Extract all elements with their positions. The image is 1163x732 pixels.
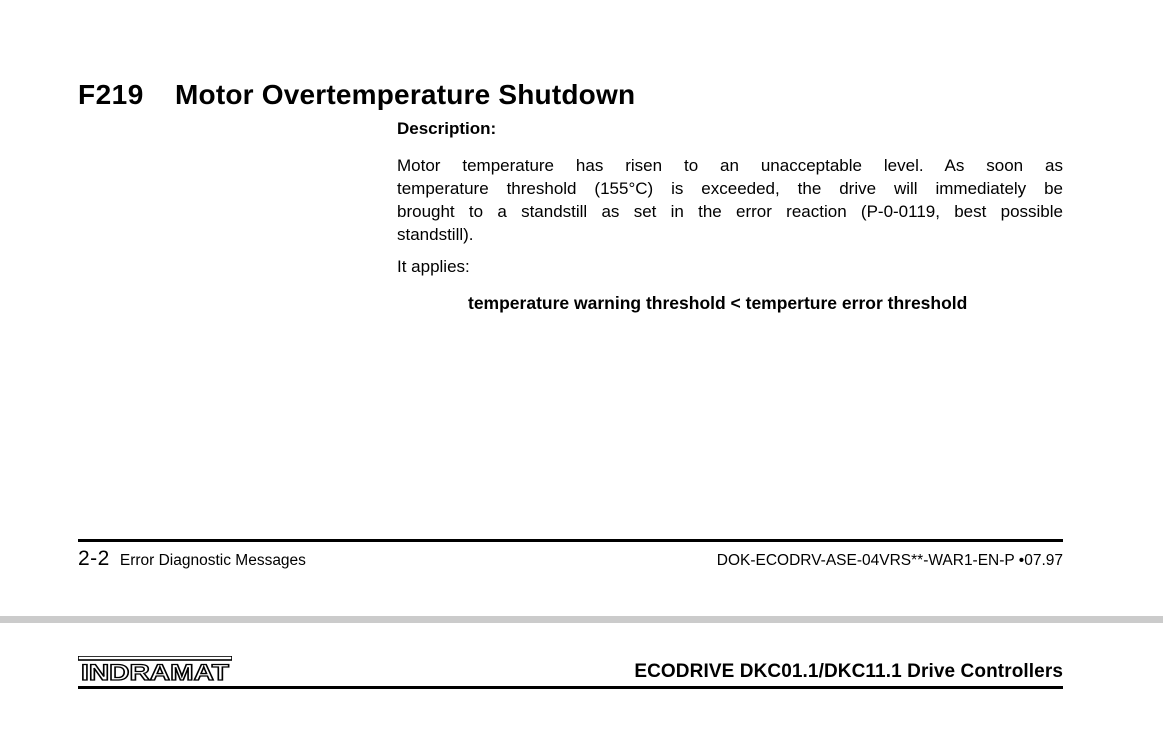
footer-divider-rule [78, 539, 1063, 542]
section-name: Error Diagnostic Messages [119, 552, 306, 569]
indramat-logo-icon [78, 656, 232, 686]
description-label: Description: [397, 119, 497, 138]
description-paragraph [397, 154, 1063, 246]
paragraph-line: Motor temperature has risen to an unacceptable level. As soon as [397, 156, 1063, 175]
indramat-logo [78, 656, 232, 686]
description-section [397, 119, 1063, 314]
page-number: 2-2 [78, 547, 110, 570]
error-code: F219 [78, 79, 144, 110]
header-title: ECODRIVE DKC01.1/DKC11.1 Drive Controllers [634, 661, 1063, 682]
paragraph-line: temperature threshold (155°C) is exceeded, the drive will immediately be [397, 179, 1063, 198]
paragraph-line: standstill). [397, 225, 474, 244]
page-break-separator [0, 616, 1163, 623]
header-divider-rule [78, 686, 1063, 689]
footer-left [78, 546, 306, 571]
threshold-formula: temperature warning threshold < temperture error threshold [468, 293, 968, 313]
page-title: Motor Overtemperature Shutdown [175, 79, 636, 110]
indramat-logo-text: INDRAMAT [81, 660, 230, 685]
paragraph-line: brought to a standstill as set in the error reaction (P-0-0119, best possible [397, 202, 1063, 221]
page-footer [78, 546, 1063, 571]
document-code: DOK-ECODRV-ASE-04VRS**-WAR1-EN-P •07.97 [716, 552, 1063, 569]
applies-label: It applies: [397, 257, 470, 276]
